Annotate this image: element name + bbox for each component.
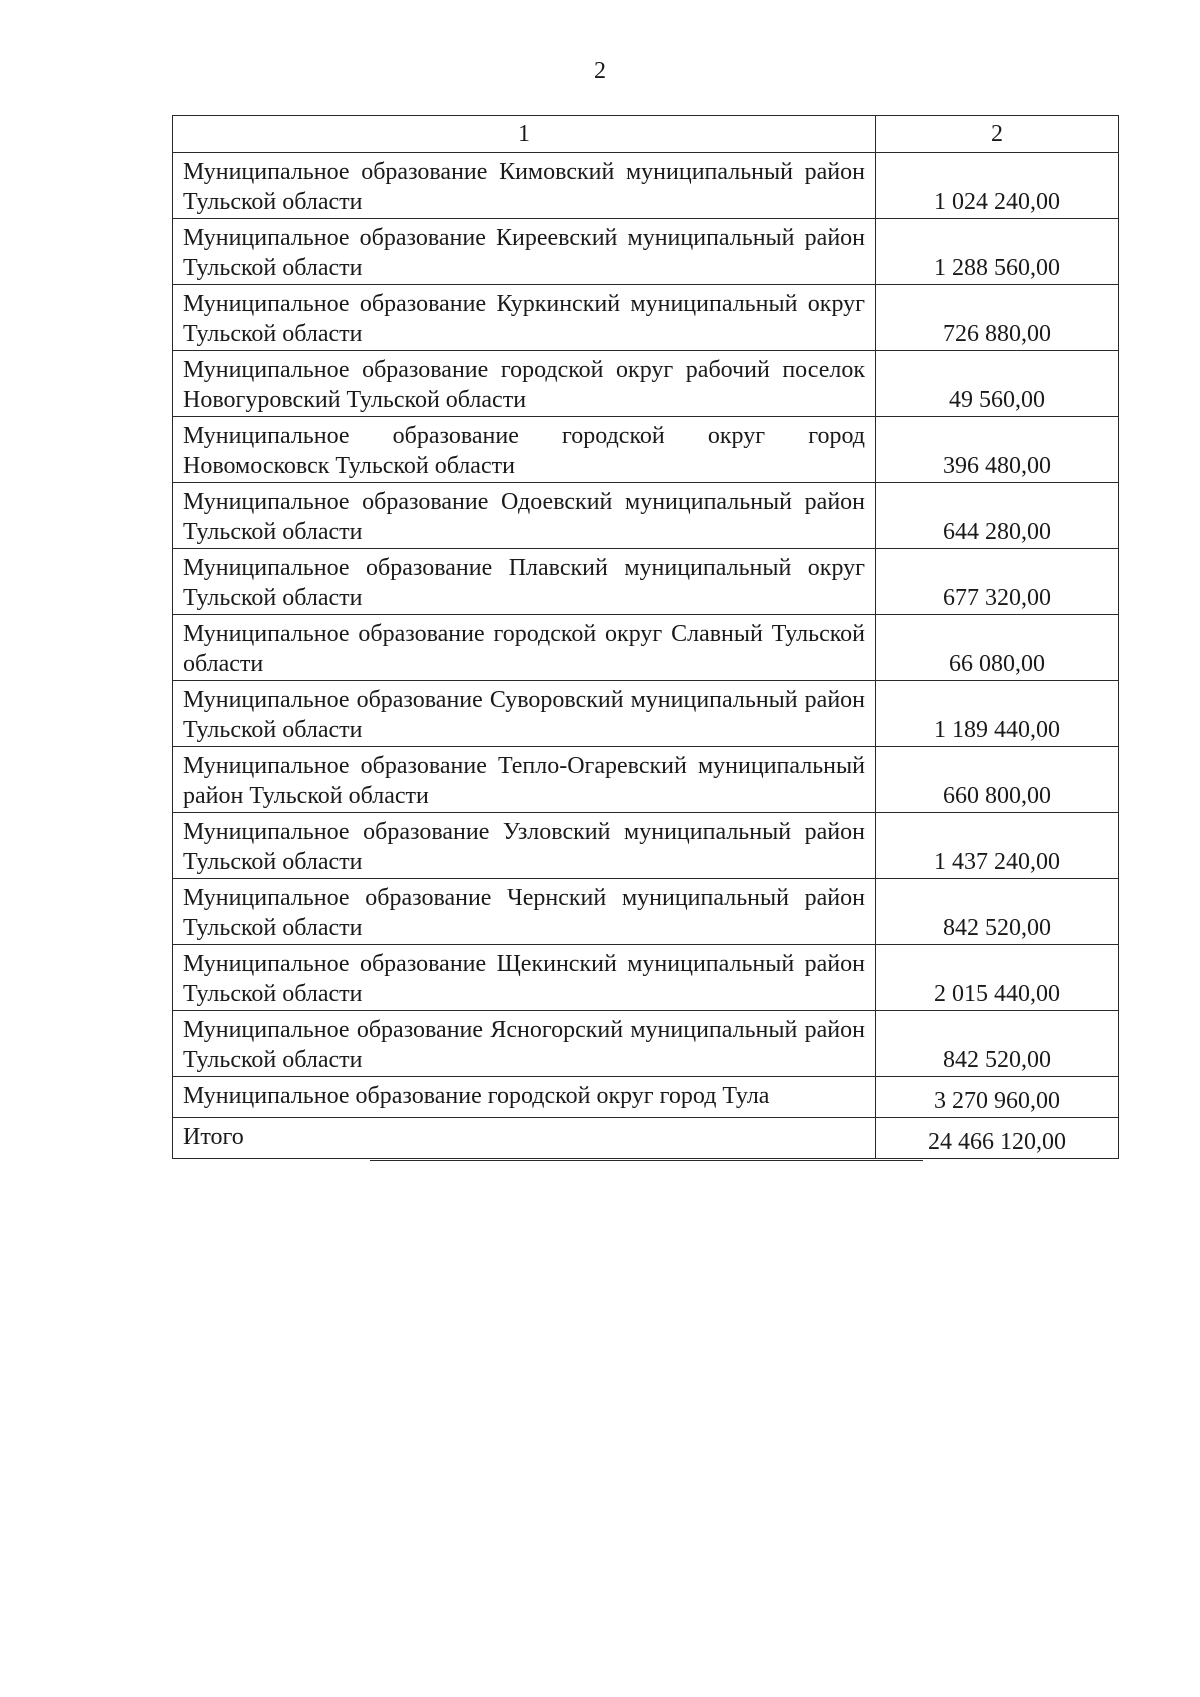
allocation-table (172, 115, 1119, 1159)
municipality-name: Муниципальное образование Тепло-Огаревский муниципальный район Тульской области (173, 747, 876, 813)
table-row (173, 351, 1119, 417)
municipality-name: Муниципальное образование Одоевский муниципальный район Тульской области (173, 483, 876, 549)
municipality-name: Муниципальное образование Кимовский муниципальный район Тульской области (173, 153, 876, 219)
municipality-name: Муниципальное образование городской округ город Тула (173, 1077, 876, 1118)
municipality-name: Муниципальное образование Чернский муниципальный район Тульской области (173, 879, 876, 945)
amount-value: 660 800,00 (876, 747, 1119, 813)
table-row (173, 813, 1119, 879)
amount-value: 66 080,00 (876, 615, 1119, 681)
amount-value: 677 320,00 (876, 549, 1119, 615)
table-row (173, 681, 1119, 747)
municipality-name: Муниципальное образование Куркинский муниципальный округ Тульской области (173, 285, 876, 351)
total-value: 24 466 120,00 (876, 1118, 1119, 1159)
table-row (173, 1011, 1119, 1077)
amount-value: 3 270 960,00 (876, 1077, 1119, 1118)
municipality-name: Муниципальное образование Узловский муниципальный район Тульской области (173, 813, 876, 879)
table-row (173, 747, 1119, 813)
total-label: Итого (173, 1118, 876, 1159)
table-row (173, 285, 1119, 351)
page-number: 2 (594, 58, 606, 84)
table-row (173, 417, 1119, 483)
total-row (173, 1118, 1119, 1159)
municipality-name: Муниципальное образование Суворовский муниципальный район Тульской области (173, 681, 876, 747)
table-row (173, 549, 1119, 615)
amount-value: 1 189 440,00 (876, 681, 1119, 747)
table-header-row (173, 116, 1119, 153)
column-header-2: 2 (876, 116, 1119, 153)
column-header-1: 1 (173, 116, 876, 153)
table-row (173, 615, 1119, 681)
municipality-name: Муниципальное образование Щекинский муниципальный район Тульской области (173, 945, 876, 1011)
amount-value: 842 520,00 (876, 1011, 1119, 1077)
municipality-name: Муниципальное образование Ясногорский муниципальный район Тульской области (173, 1011, 876, 1077)
amount-value: 1 288 560,00 (876, 219, 1119, 285)
table-row (173, 219, 1119, 285)
table-row (173, 879, 1119, 945)
amount-value: 1 437 240,00 (876, 813, 1119, 879)
amount-value: 396 480,00 (876, 417, 1119, 483)
amount-value: 726 880,00 (876, 285, 1119, 351)
amount-value: 49 560,00 (876, 351, 1119, 417)
municipality-name: Муниципальное образование городской округ Славный Тульской области (173, 615, 876, 681)
amount-value: 2 015 440,00 (876, 945, 1119, 1011)
municipality-name: Муниципальное образование городской округ рабочий поселок Новогуровский Тульской области (173, 351, 876, 417)
municipality-name: Муниципальное образование Киреевский муниципальный район Тульской области (173, 219, 876, 285)
municipality-name: Муниципальное образование городской округ город Новомосковск Тульской области (173, 417, 876, 483)
table-row (173, 153, 1119, 219)
amount-value: 644 280,00 (876, 483, 1119, 549)
amount-value: 842 520,00 (876, 879, 1119, 945)
table-row (173, 945, 1119, 1011)
municipality-name: Муниципальное образование Плавский муниципальный округ Тульской области (173, 549, 876, 615)
table-row (173, 1077, 1119, 1118)
table-row (173, 483, 1119, 549)
amount-value: 1 024 240,00 (876, 153, 1119, 219)
closing-rule (370, 1160, 923, 1161)
